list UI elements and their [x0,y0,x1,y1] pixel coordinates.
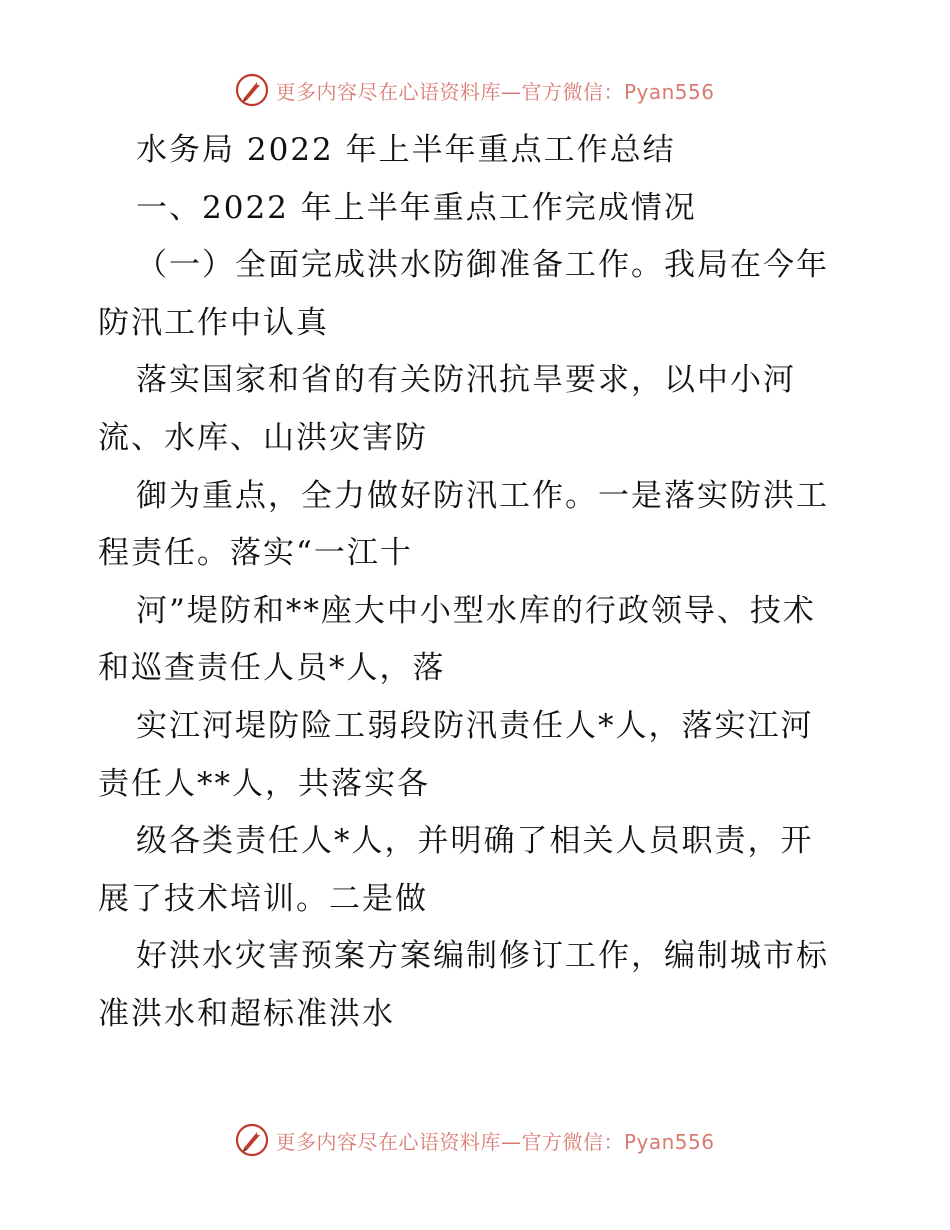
body-line: 责任人**人，共落实各 [98,765,430,802]
footer-watermark [0,1120,950,1160]
body-line: 流、水库、山洪灾害防 [98,419,428,456]
header-watermark [0,70,950,110]
body-line: 程责任。落实“一江十 [98,535,413,572]
document-title: 水务局 2022 年上半年重点工作总结 [136,132,676,168]
document-body [98,122,858,1044]
body-line: 展了技术培训。二是做 [98,880,428,917]
body-line: 御为重点，全力做好防汛工作。一是落实防洪工 [136,477,829,514]
body-line: 和巡查责任人员*人，落 [98,650,446,687]
body-line: （一）全面完成洪水防御准备工作。我局在今年 [136,247,829,284]
body-line: 河”堤防和**座大中小型水库的行政领导、技术 [136,592,816,629]
watermark-text: 更多内容尽在心语资料库—官方微信：Pyan556 [275,1129,715,1154]
watermark-text: 更多内容尽在心语资料库—官方微信：Pyan556 [275,79,715,104]
section-heading: 一、2022 年上半年重点工作完成情况 [136,189,697,226]
pen-logo-icon [235,73,269,107]
body-lines [98,237,858,1043]
body-line: 落实国家和省的有关防汛抗旱要求，以中小河 [136,362,796,399]
body-line: 级各类责任人*人，并明确了相关人员职责，开 [136,823,814,860]
body-line: 实江河堤防险工弱段防汛责任人*人，落实江河 [136,707,814,744]
body-line: 好洪水灾害预案方案编制修订工作，编制城市标 [136,938,829,975]
body-line: 准洪水和超标准洪水 [98,995,395,1032]
body-line: 防汛工作中认真 [98,304,329,341]
pen-logo-icon [235,1123,269,1157]
